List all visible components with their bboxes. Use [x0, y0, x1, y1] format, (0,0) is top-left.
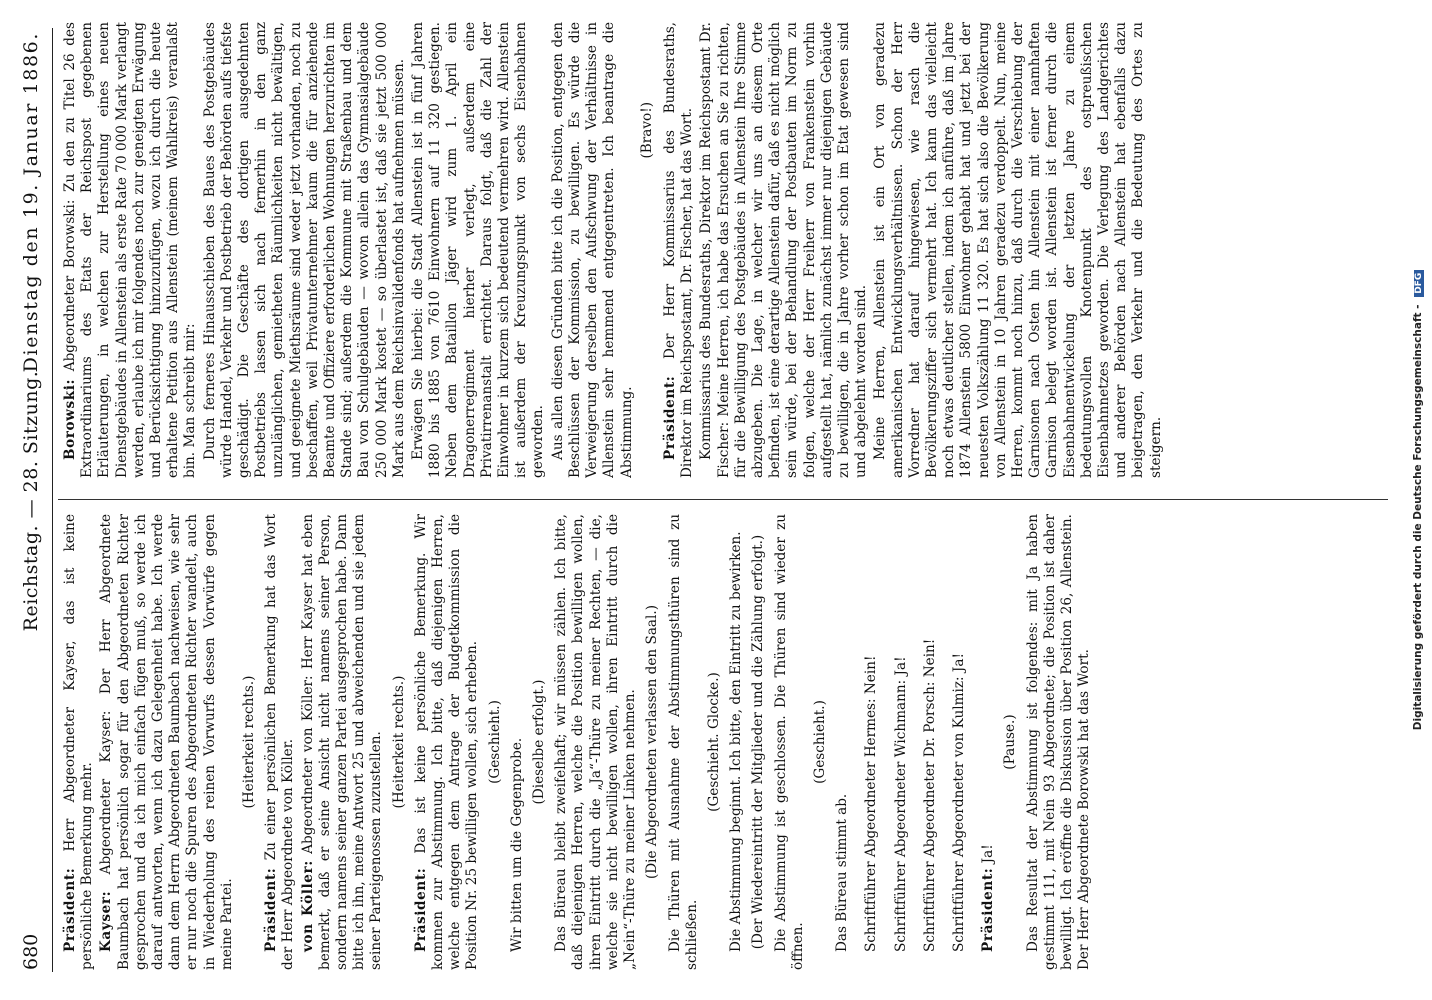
text-paragraph: Das Büreau bleibt zweifelhaft; wir müssen zählen. Ich bitte, daß diejenigen Herren, welche die Position bewilligen wollen, ihren Eintritt durch die „Ja“-Thüre zu meiner Rechten, — die, welche sie nicht bewilligen wollen, ihren Eintritt durch die „Nein“-Thüre zu meiner Linken nehmen. [553, 514, 639, 970]
stage-direction: (Heiterkeit rechts.) [390, 675, 407, 809]
speaker-name: Borowski: [62, 378, 78, 460]
speaker-name: Präsident: [62, 867, 78, 952]
stage-direction: (Dieselbe erfolgt.) [531, 679, 548, 805]
speech-text: Abgeordneter Borowski: Zu den zu Titel 26 des Extraordinariums des Etats der Reichspost gegebenen Erläuterungen, in welchen zur Herstellung eines neuen Dienstgebäudes in Allenstein als erste Rate 70 000 Mark verlangt werden, erlaube ich mir folgendes noch zur geneigten Erwägung und Berücksichtigung hinzuzufügen, wozu ich durch die heute erhaltene Petition aus Allenstein (meinem Wahlkreis) veranlaßt bin. Man schreibt mir: [62, 22, 199, 478]
speech-paragraph [662, 22, 696, 478]
text-paragraph: Die Abstimmung ist geschlossen. Die Thüren sind wieder zu öffnen. [772, 514, 806, 970]
stage-direction: (Heiterkeit rechts.) [241, 675, 258, 809]
right-column [62, 22, 1392, 478]
dfg-logo: DFG [1414, 270, 1424, 297]
text-paragraph: Die Abstimmung beginnt. Ich bitte, den Eintritt zu bewirken. [728, 531, 745, 952]
quoted-paragraph: Kommissarius des Bundesraths, Direktor im Reichspostamt Dr. Fischer: Meine Herren, ich habe das Ersuchen an Sie zu richten, für die Bewilligung des Postgebäudes in Allenstein Ihre Stimme abzugeben. Die Lage, in welcher wir uns an diesem Orte befinden, ist eine derartige Allenstein dafür, daß es nicht möglich sein würde, bei der Behandlung der Postbauten im Norm zu folgen, welche der Herr Freiherr von Frankenstein vorhin aufgestellt hat, nämlich zunächst immer nur diejenigen Gebäude zu bewilligen, die in Jahre vorher schon im Etat gewesen sind und abgelehnt worden sind. [698, 22, 870, 478]
speech-text: Abgeordneter Kayser: Der Herr Abgeordnete Baumbach hat persönlich sogar für den Abgeordneten Richter gesprochen und da ich mich einfach fügen muß, so werde ich darauf antworten, wenn ich dazu Gelegenheit habe. Ich werde dann dem Herrn Abgeordneten Baumbach nachweisen, wie sehr er nur noch die Spuren des Abgeordneten Richter wandelt, auch in Wiederholung des reinen Vorwurfs dessen Vorwürfe gegen meine Partei. [98, 514, 235, 970]
speaker-name: Präsident: [661, 375, 678, 460]
text-paragraph: Die Thüren mit Ausnahme der Abstimmungsthüren sind zu schließen. [666, 514, 700, 970]
vote-line: Schriftführer Abgeordneter von Kulmiz: Ja! [950, 653, 967, 952]
vote-line: Schriftführer Abgeordneter Wichmann: Ja! [892, 656, 909, 952]
vote-line: Schriftführer Abgeordneter Hermes: Nein! [863, 655, 880, 952]
vote-line: Schriftführer Abgeordneter Dr. Porsch: Nein! [921, 638, 938, 952]
stage-direction: (Die Abgeordneten verlassen den Saal.) [644, 605, 661, 880]
stage-direction: (Der Wiedereintritt der Mitglieder und die Zählung erfolgt.) [750, 534, 767, 950]
text-paragraph: Aus allen diesen Gründen bitte ich die Position, entgegen den Beschlüssen der Kommission, zu bewilligen. Es würde die Verweigerung derselben den Aufschwung der Verhältnisse in Allenstein sehr hemmend entgegentreten. Ich beantrage die Abstimmung. [549, 22, 635, 478]
speaker-name: Präsident: [412, 867, 429, 952]
footer-credit [1412, 0, 1424, 1000]
speech-paragraph [263, 514, 297, 970]
speech-paragraph [62, 514, 96, 970]
speech-paragraph [62, 22, 200, 478]
speech-text: Zu einer persönlichen Bemerkung hat das Wort der Herr Abgeordnete von Köller. [263, 514, 297, 970]
text-paragraph: Das Resultat der Abstimmung ist folgendes: mit Ja haben gestimmt 111, mit Nein 93 Abgeordnete; die Position ist daher bewilligt. Ich eröffne die Diskussion über Position 26, Allenstein. Der Herr Abgeordnete Borowski hat das Wort. [1024, 514, 1093, 970]
stage-direction: (Geschieht.) [486, 700, 503, 784]
speech-paragraph [300, 514, 386, 970]
page-title: Reichstag. — 28. Sitzung. [20, 370, 42, 632]
page-header [18, 32, 48, 970]
speaker-name: Präsident: [980, 867, 997, 952]
speech-paragraph [98, 514, 236, 970]
stage-direction: (Pause.) [1002, 714, 1019, 770]
stage-direction: (Bravo!) [638, 102, 655, 159]
speech-text: Der Herr Kommissarius des Bundesraths, Direktor im Reichspostamt, Dr. Fischer, hat das Wort. [661, 22, 696, 478]
left-column [62, 514, 1392, 970]
speaker-name: Kayser: [98, 890, 115, 952]
speech-paragraph [980, 514, 997, 970]
quoted-paragraph: Erwägen Sie hierbei: die Stadt Allenstein ist in fünf Jahren 1880 bis 1885 von 7610 Einwohnern auf 11 320 gestiegen. Neben dem Bataillon Jäger wird zum 1. April ein Dragonerregiment hierher verlegt, außerdem eine Privatirrenanstalt errichtet. Daraus folgt, daß die Zahl der Einwohner in kurzem sich bedeutend vermehren wird. Allenstein ist außerdem der Kreuzungspunkt von sechs Eisenbahnen geworden. [410, 22, 547, 478]
speech-text: Ja! [980, 844, 997, 864]
speech-text: Das ist keine persönliche Bemerkung. Wir kommen zur Abstimmung. Ich bitte, daß diejenigen Herren, welche entgegen dem Antrage der Budgetkommission die Position Nr. 25 bewilligen wollen, sich erheben. [412, 514, 481, 970]
quoted-paragraph: Meine Herren, Allenstein ist ein Ort von geradezu amerikanischen Entwicklungsverhältnissen. Schon der Herr Vorredner hat darauf hingewiesen, wie rasch die Bevölkerungsziffer sich vermehrt hat. Ich kann das vielleicht noch etwas deutlicher stellen, indem ich anführe, daß im Jahre 1874 Allenstein 5800 Einwohner gehabt hat und jetzt bei der neuesten Volkszählung 11 320. Es hat sich also die Bevölkerung von Allenstein in 10 Jahren geradezu verdoppelt. Nun, meine Herren, kommt noch hinzu, daß durch die Verschiebung der Garnisonen nach Osten hin Allenstein mit einer namhaften Garnison belegt worden ist. Allenstein ist ferner durch die Eisenbahnentwickelung der letzten Jahre zu einem bedeutungsvollen Knotenpunkt des ostpreußischen Eisenbahnnetzes geworden. Die Verlegung des Landgerichtes und anderer Behörden nach Allenstein hat ebenfalls dazu beigetragen, den Verkehr und die Bedeutung des Ortes zu steigern. [872, 22, 1164, 478]
session-date: Dienstag den 19. Januar 1886. [20, 32, 42, 373]
speech-paragraph [413, 514, 482, 970]
speaker-name: Präsident: [263, 867, 280, 952]
speech-text: Herr Abgeordneter Kayser, das ist keine persönliche Bemerkung mehr. [62, 514, 96, 970]
column-divider [58, 499, 1388, 500]
page-number: 680 [20, 933, 42, 970]
stage-direction: (Geschieht.) [811, 700, 828, 784]
quoted-paragraph: Durch ferneres Hinausschieben des Baues des Postgebäudes würde Handel, Verkehr und Postbetrieb der Behörden aufs tiefste geschädigt. Die Geschäfte des dortigen ausgedehnten Postbetriebs lassen sich nach fernerhin in den ganz unzulänglichen, gemietheten Räumlichkeiten nicht bewältigen, und geeignete Miethsräume sind weder jetzt vorhanden, noch zu beschaffen, weil Privatunternehmer kaum die für anziehende Beamte und Offiziere erforderlichen Wohnungen herzurichten im Stande sind; außerdem die Kommune mit Straßenbau und dem Bau von Schulgebäuden — wovon allein das Gymnasialgebäude 250 000 Mark kostet — so überlastet ist, daß sie jetzt 500 000 Mark aus dem Reichsinvalidenfonds hat aufnehmen müssen. [201, 22, 407, 478]
speaker-name: von Köller: [299, 860, 316, 952]
text-paragraph: Wir bitten um die Gegenprobe. [508, 737, 525, 952]
footer-text: Digitalisierung gefördert durch die Deutsche Forschungsgemeinschaft - [1412, 304, 1424, 731]
header-rule [52, 28, 53, 972]
text-paragraph: Das Büreau stimmt ab. [834, 793, 851, 952]
stage-direction: (Geschieht. Glocke.) [705, 672, 722, 812]
speech-text: Abgeordneter von Köller: Herr Kayser hat eben bemerkt, daß er seine Ansicht nicht namens seiner Person, sondern namens seiner ganzen Partei ausgesprochen habe. Dann bitte ich ihn, meine Antwort 25 und abweichenden und sie jedem seiner Parteigenossen zuzustellen. [299, 514, 385, 970]
